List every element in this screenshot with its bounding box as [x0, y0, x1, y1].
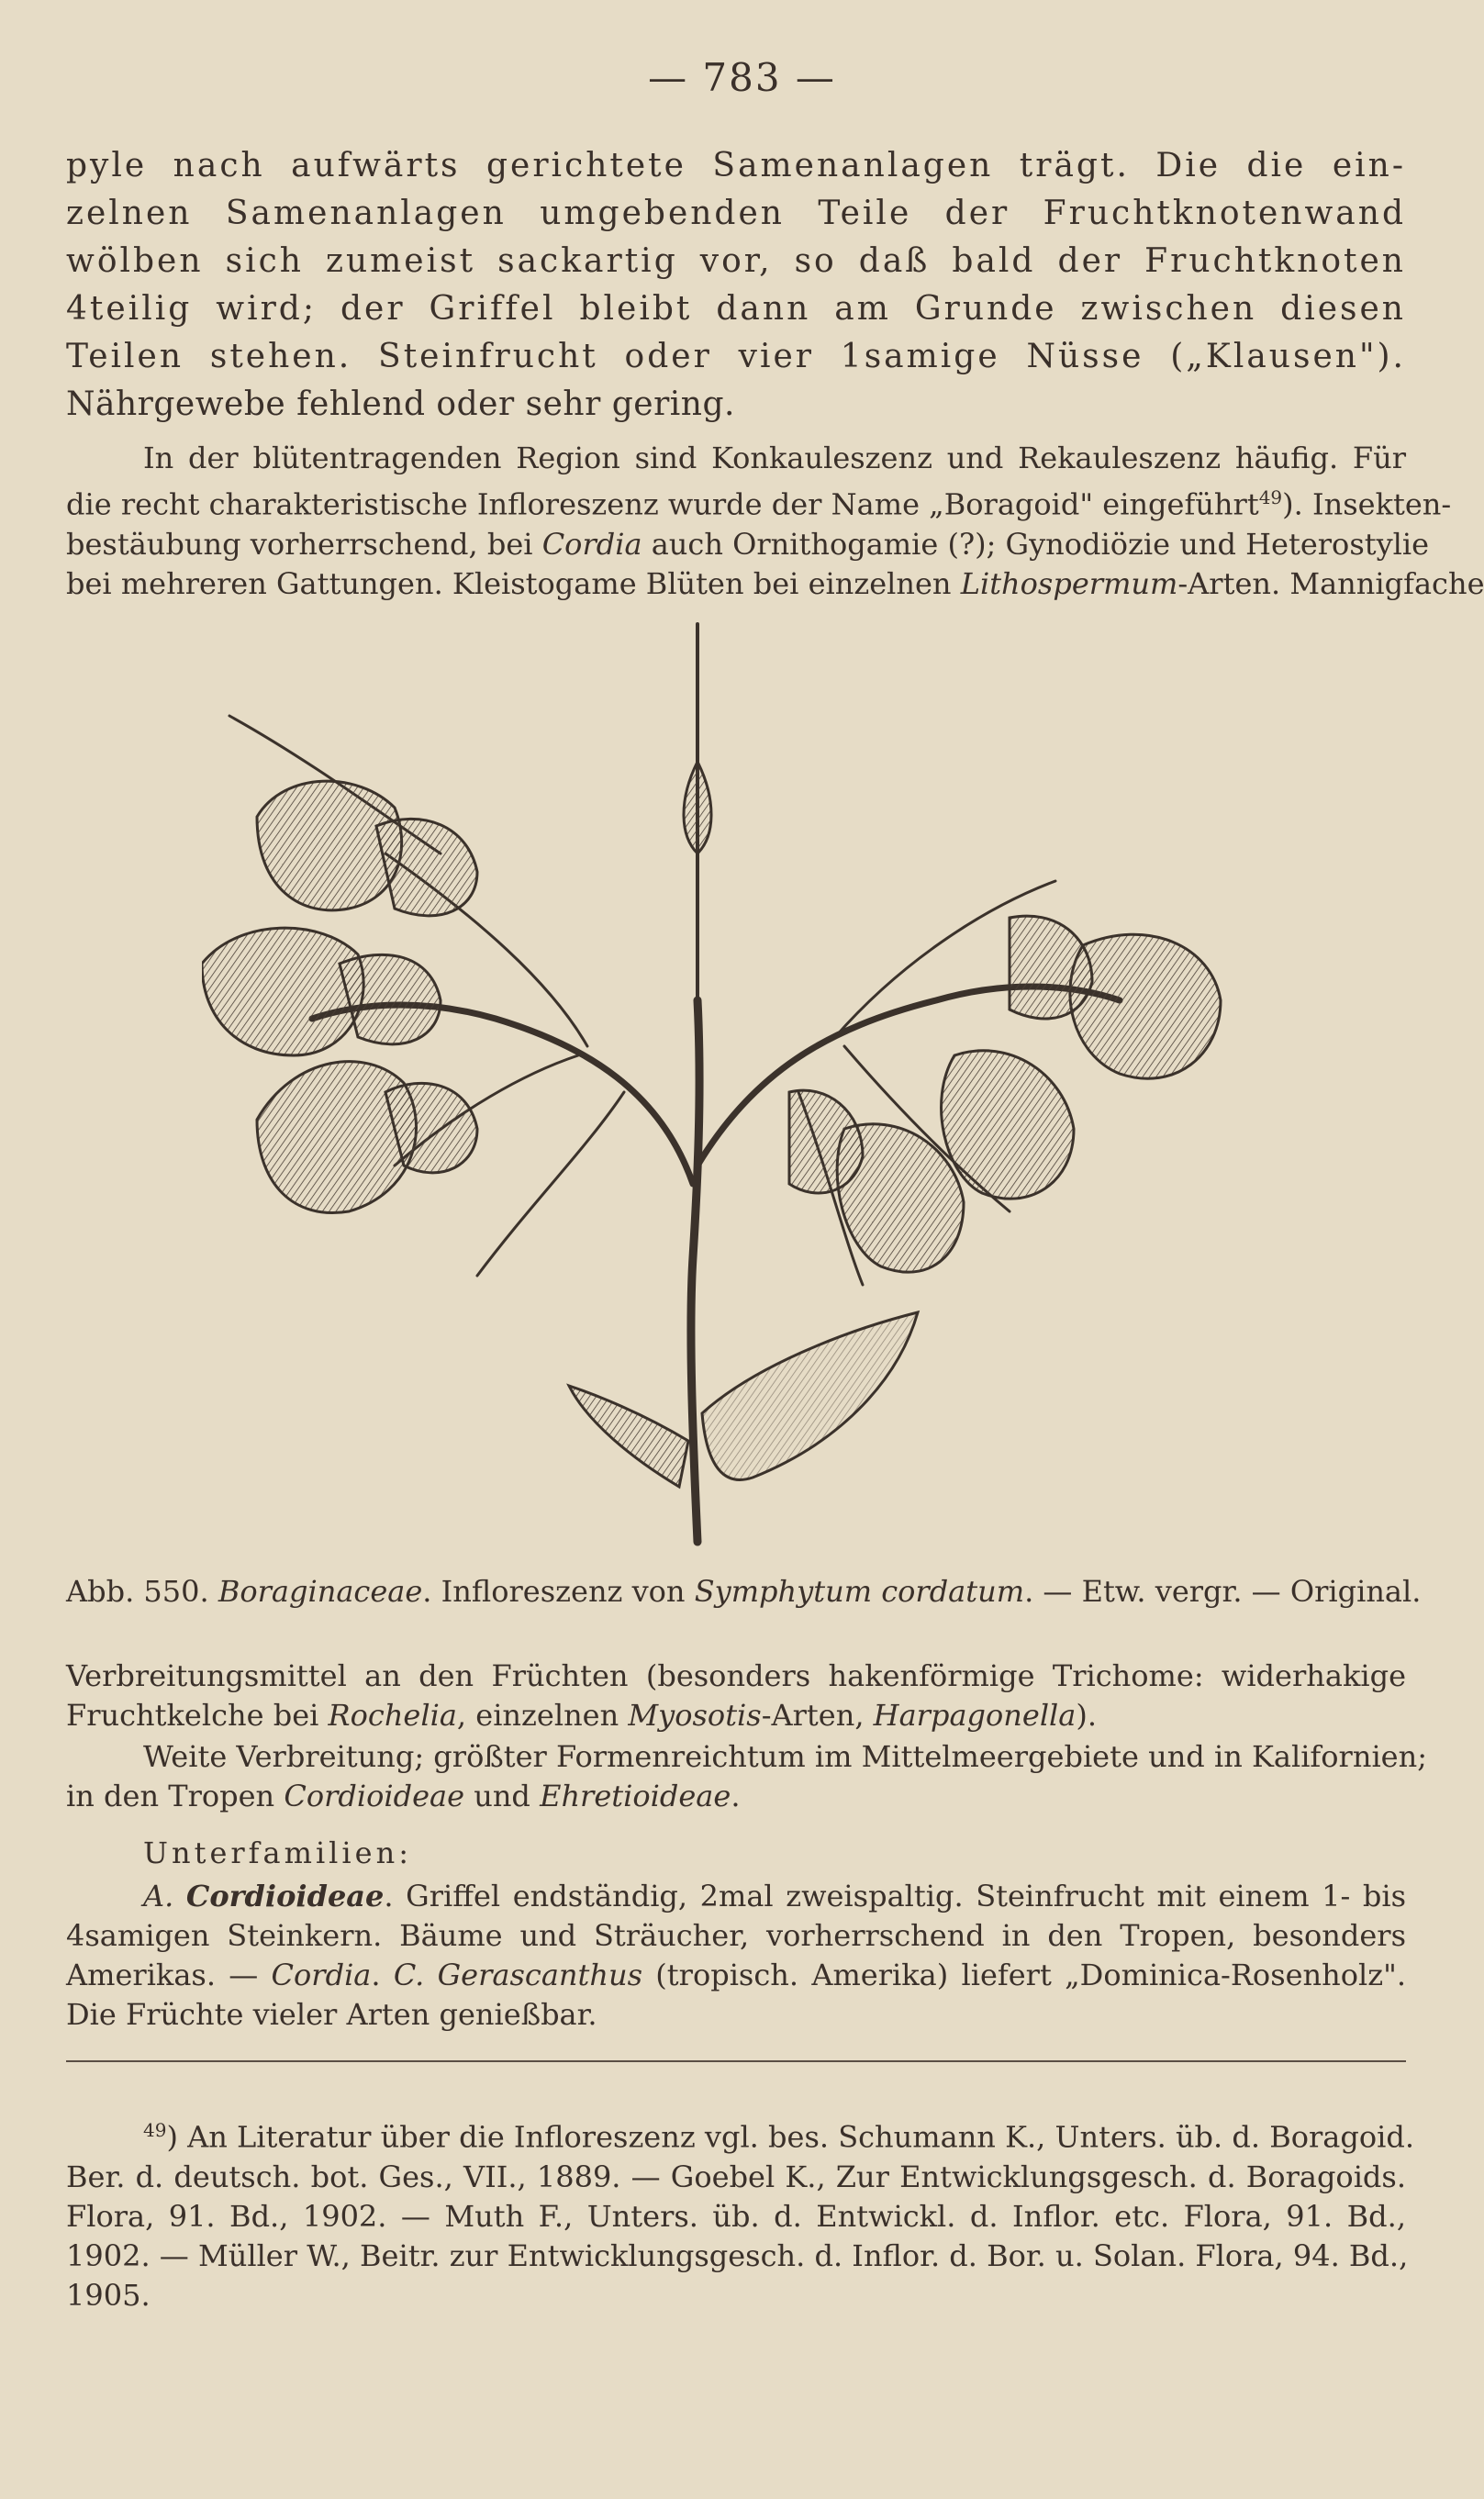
paragraph-dispersal [66, 1657, 1406, 1735]
paragraph-inflorescence [66, 439, 1484, 604]
text-line: 4teilig wird; der Griffel bleibt dann am Grunde zwischen diesen [66, 290, 1406, 328]
text-line: Flora, 91. Bd., 1902. — Muth F., Unters. üb. d. Entwickl. d. Inflor. etc. Flora, 91. Bd., [66, 2198, 1406, 2234]
text-line: zelnen Samenanlagen umgebenden Teile der Fruchtknotenwand [66, 195, 1406, 232]
footnote-number: 49 [143, 2119, 167, 2141]
page-number: — 783 — [648, 55, 836, 100]
footnote-divider [66, 2060, 1406, 2062]
text-line: Amerikas. — Cordia. C. Gerascanthus (tropisch. Amerika) liefert „Dominica-Rosenholz". [66, 1958, 1407, 1992]
paragraph-distribution [66, 1737, 1427, 1816]
species-name: Symphytum cordatum [694, 1574, 1025, 1609]
footnote-ref[interactable]: 49 [1258, 486, 1283, 508]
text-line: Nährgewebe fehlend oder sehr gering. [66, 385, 735, 423]
text-line: pyle nach aufwärts gerichtete Samenanlagen trägt. Die die ein- [66, 147, 1406, 184]
text-line: wölben sich zumeist sackartig vor, so daß bald der Fruchtknoten [66, 242, 1406, 280]
text-line: In der blütentragenden Region sind Konkauleszenz und Rekauleszenz häufig. Für [143, 441, 1406, 475]
text-line: Weite Verbreitung; größter Formenreichtum im Mittelmeergebiete und in Kalifornien; [143, 1739, 1427, 1774]
symphytum-illustration [202, 615, 1285, 1560]
text-line: Verbreitungsmittel an den Früchten (besonders hakenförmige Trichome: widerhakige [66, 1658, 1406, 1693]
text-line: Ber. d. deutsch. bot. Ges., VII., 1889. — Goebel K., Zur Entwicklungsgesch. d. Boragoids. [66, 2159, 1406, 2194]
family-name: Boraginaceae [218, 1574, 423, 1609]
text-line: in den Tropen Cordioideae und Ehretioideae. [66, 1779, 741, 1813]
footnote [66, 2111, 1414, 2315]
paragraph-intro [66, 142, 1406, 429]
paragraph-cordioideae [66, 1877, 1406, 2035]
text-line: 1902. — Müller W., Beitr. zur Entwicklungsgesch. d. Inflor. d. Bor. u. Solan. Flora, 94. Bd., [66, 2237, 1409, 2273]
text-line: $^{49}$) An Literatur über die Infloreszenz vgl. bes. Schumann K., Unters. üb. d. Boragoid. [143, 2119, 1414, 2155]
text-line: Teilen stehen. Steinfrucht oder vier 1samige Nüsse („Klausen"). [66, 338, 1406, 375]
figure-caption: Abb. 550. Boraginaceae. Infloreszenz von Symphytum cordatum. — Etw. vergr. — Original. [66, 1574, 1422, 1609]
subfamilies-heading: Unterfamilien: [143, 1835, 412, 1870]
text-line: 1905. [66, 2277, 151, 2313]
genus-name: Cordia [541, 526, 642, 562]
text-line: bei mehreren Gattungen. Kleistogame Blüten bei einzelnen Lithospermum-Arten. Mannigfache [66, 565, 1484, 601]
text-line: A. Cordioideae. Griffel endständig, 2mal zweispaltig. Steinfrucht mit einem 1- bis [143, 1879, 1407, 1913]
text-line: bestäubung vorherrschend, bei Cordia auch Ornithogamie (?); Gynodiözie und Heterostylie [66, 526, 1430, 562]
text-line: 4samigen Steinkern. Bäume und Sträucher, vorherrschend in den Tropen, besonders [66, 1918, 1406, 1953]
text-line: Die Früchte vieler Arten genießbar. [66, 1997, 597, 2032]
text-line: Fruchtkelche bei Rochelia, einzelnen Myosotis-Arten, Harpagonella). [66, 1698, 1098, 1733]
genus-name: Lithospermum [960, 565, 1178, 601]
text-line: die recht charakteristische Infloreszenz wurde der Name „Boragoid" eingeführt$^{49}$). Insekten- [66, 486, 1452, 522]
